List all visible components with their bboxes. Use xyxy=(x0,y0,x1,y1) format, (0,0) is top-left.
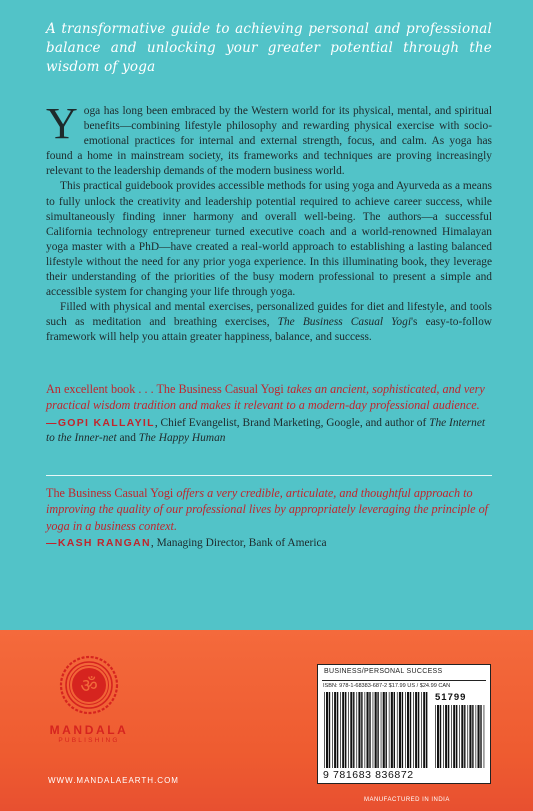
paragraph-3-text-b: 's easy-to-follow framework will help you attain greater happiness, balance, and success. xyxy=(46,316,492,344)
divider xyxy=(46,475,492,476)
endorsement-1 xyxy=(46,381,492,446)
paragraph-1-text: oga has long been embraced by the Western world for its physical, mental, and spiritual benefits—combining lifestyle philosophy and rewarding physical exercise with socio-emotional practices for internal and external strength, focus, and calm. As yoga has found a home in mainstream society, its frameworks and techniques are proving increasingly relevant to the leadership demands of the modern business world. xyxy=(46,105,492,178)
endorsement-2 xyxy=(46,485,492,551)
publisher-subtitle: PUBLISHING xyxy=(58,737,120,744)
endorser-role: , Chief Evangelist, Brand Marketing, Google, and author of xyxy=(154,416,430,429)
endorsement-2-lead: The Business Casual Yogi xyxy=(46,486,177,500)
tagline: A transformative guide to achieving personal and professional balance and unlocking your greater potential through the wisdom of yoga xyxy=(46,21,492,75)
description-paragraph-1 xyxy=(46,99,492,179)
endorser-name: GOPI KALLAYIL xyxy=(57,416,155,429)
endorsement-1-text: takes an ancient, sophisticated, and very practical wisdom tradition and makes it relevant to a modern-day professional audience. xyxy=(46,382,485,413)
attribution-dash: — xyxy=(46,416,58,429)
endorsement-1-quote xyxy=(46,381,492,414)
attribution-dash: — xyxy=(46,537,58,550)
endorsement-1-lead: An excellent book . . . The Business Casual Yogi xyxy=(46,382,287,396)
manufactured-note: MANUFACTURED IN INDIA xyxy=(364,797,450,803)
om-mandala-logo-icon xyxy=(59,655,119,715)
description-paragraph-3 xyxy=(46,300,492,345)
publisher-url: WWW.MANDALAEARTH.COM xyxy=(48,776,179,785)
endorsement-2-attribution xyxy=(46,536,492,551)
description-paragraph-2: This practical guidebook provides accessible methods for using yoga and Ayurveda as a means to fully unlock the creativity and leadership potential required to achieve career success, while simultaneously finding inner harmony and overall well-being. The authors—a successful California technology entrepreneur turned executive coach and a world-renowned Himalayan yoga master with a PhD—have created a real-world approach to establishing a lasting balanced lifestyle without the need for any prior yoga experience. In this illuminating book, they leverage their understanding of the priorities of the busy modern professional to present a simple and accessible system for changing your life through yoga. xyxy=(46,180,492,299)
endorsement-1-attribution xyxy=(46,416,492,446)
paragraph-3-text-a: Filled with physical and mental exercises, personalized guides for diet and lifestyle, and tools such as meditation and breathing exercises, xyxy=(46,301,492,329)
endorser-work-2: The Happy Human xyxy=(138,431,226,444)
endorsement-2-quote xyxy=(46,485,492,534)
barcode-box xyxy=(317,664,491,784)
endorser-role: , Managing Director, Bank of America xyxy=(150,537,327,550)
barcode-icon xyxy=(318,665,490,783)
book-category: BUSINESS/PERSONAL SUCCESS xyxy=(324,668,443,675)
om-glyph: ॐ xyxy=(80,675,98,697)
description xyxy=(46,99,492,346)
barcode-number: 9 781683 836872 xyxy=(323,769,414,781)
attribution-and: and xyxy=(116,431,139,444)
price-code: 51799 xyxy=(435,692,467,703)
isbn-price-line: ISBN: 978-1-68383-687-2 $17.99 US / $24.99 CAN xyxy=(323,683,451,689)
drop-cap: Y xyxy=(46,99,78,148)
endorser-work-1: The Internet to the Inner-net xyxy=(46,416,486,444)
endorser-name: KASH RANGAN xyxy=(57,537,151,550)
endorsement-2-text: offers a very credible, articulate, and thoughtful approach to improving the quality of our professional lives by appropriately leveraging the principle of yoga in a business context. xyxy=(46,486,489,533)
publisher-name: MANDALA xyxy=(49,723,129,737)
book-title-italic: The Business Casual Yogi xyxy=(277,316,411,329)
publisher-wordmark xyxy=(48,723,130,744)
